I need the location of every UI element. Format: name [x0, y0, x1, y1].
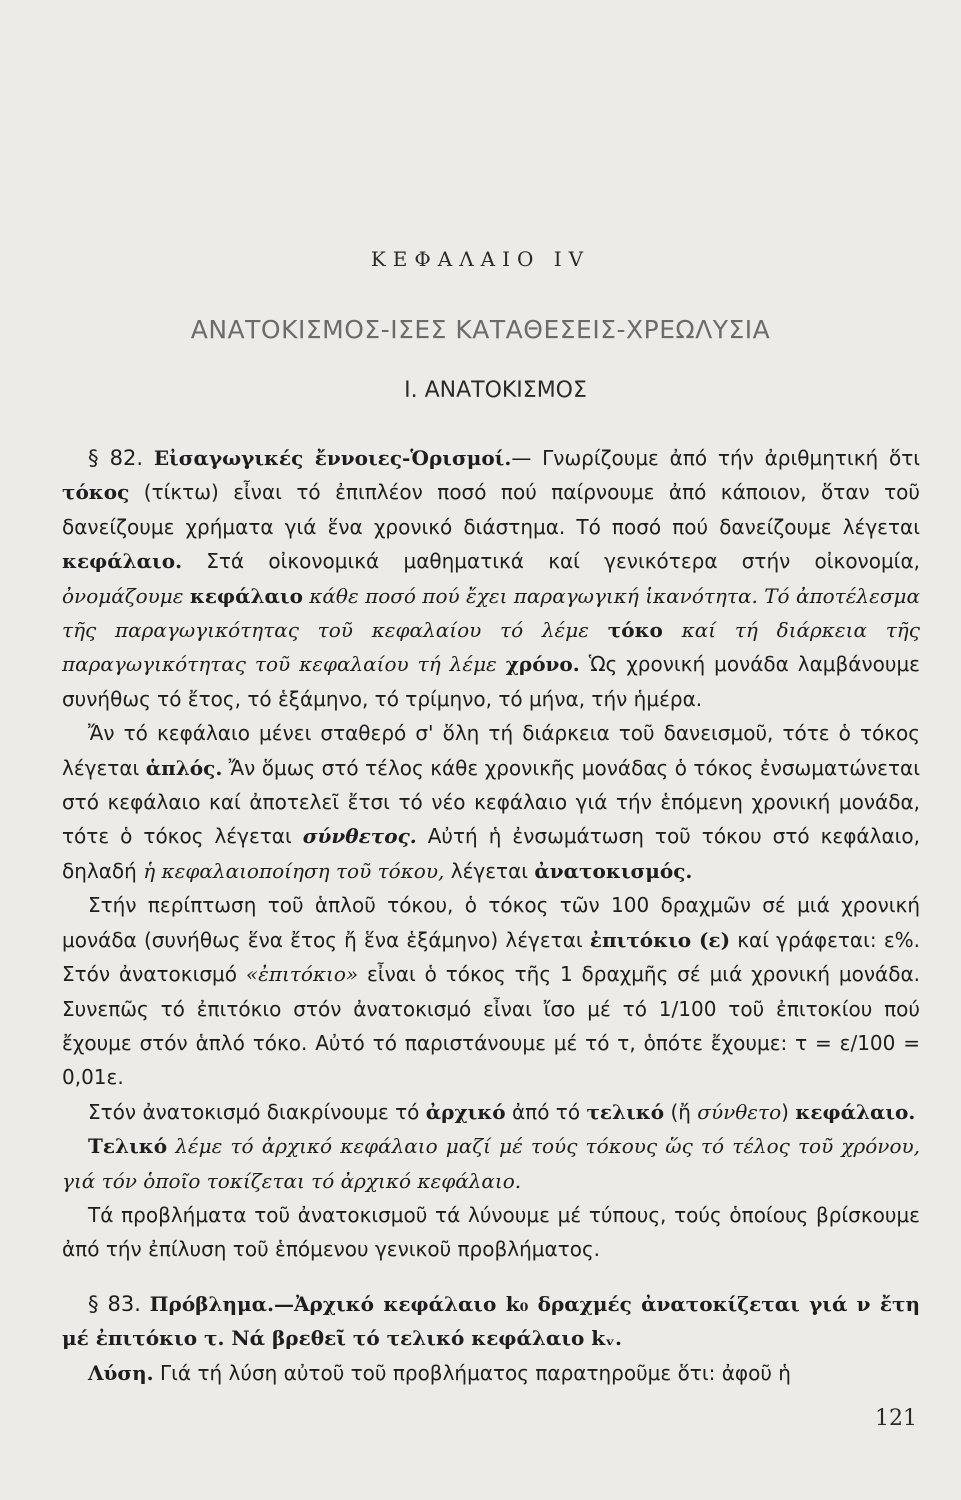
solution-label: Λύση. [88, 1360, 154, 1385]
paragraph-83-solution: Λύση. Γιά τή λύση αὐτοῦ τοῦ προβλήματος παρατηροῦμε ὅτι: ἀφοῦ ἡ [88, 1360, 791, 1385]
section-heading-83: Πρόβλημα. [149, 1291, 275, 1316]
section-number-82: § 82. [88, 446, 144, 470]
term-kefalaio-2: κεφάλαιο [189, 583, 303, 608]
term-aplos: ἁπλός. [145, 755, 223, 780]
term-teliko-2: Τελικό [88, 1134, 168, 1159]
chapter-label: ΚΕΦΑΛΑΙΟ IV [370, 247, 591, 271]
term-kefalaio: κεφάλαιο. [62, 549, 183, 574]
paragraph-final-definition: Τελικό λέμε τό ἀρχικό κεφάλαιο μαζί μέ τούς τόκους ὥς τό τέλος τοῦ χρόνου, γιά τόν ὁποῖο τοκίζεται τό ἀρχικό κεφάλαιο. [62, 1134, 920, 1193]
body-text [62, 441, 920, 1390]
term-epitokio: ἐπιτόκιο (ε) [589, 927, 731, 952]
section-title: Ι. ΑΝΑΤΟΚΙΣΜΟΣ [404, 378, 587, 403]
term-archiko: ἀρχικό [425, 1099, 506, 1124]
chapter-title: ΑΝΑΤΟΚΙΣΜΟΣ-ΙΣΕΣ ΚΑΤΑΘΕΣΕΙΣ-ΧΡΕΩΛΥΣΙΑ [190, 315, 771, 344]
term-tokos: τόκος [62, 480, 130, 505]
term-toko: τόκο [607, 618, 663, 643]
section-heading-82: Εἰσαγωγικές ἔννοιες-Ὁρισμοί. [153, 446, 512, 470]
term-anatokismos: ἀνατοκισμός. [534, 858, 693, 883]
paragraph-simple-compound: Ἄν τό κεφάλαιο μένει σταθερό σ' ὅλη τή διάρκεια τοῦ δανεισμοῦ, τότε ὁ τόκος λέγεται ἁπλός. Ἄν ὅμως στό τέλος κάθε χρονικῆς μονάδας ὁ τόκος ἐνσωματώνεται στό κεφάλαιο καί ἀποτελεῖ ἔτσι τό νέο κεφάλαιο γιά τήν ἑπόμενη χρονική μονάδα, τότε ὁ τόκος λέγεται σύνθετος. Αὐτή ἡ ἐνσωμάτωση τοῦ τόκου στό κεφάλαιο, δηλαδή ἡ κεφαλαιοποίηση τοῦ τόκου, λέγεται ἀνατοκισμός. [62, 721, 920, 883]
paragraph-epitokio: Στήν περίπτωση τοῦ ἁπλοῦ τόκου, ὁ τόκος τῶν 100 δραχμῶν σέ μιά χρονική μονάδα (συνήθως ἕνα ἔτος ἤ ἕνα ἑξάμηνο) λέγεται ἐπιτόκιο (ε) καί γράφεται: ε%. Στόν ἀνατοκισμό «ἐπιτόκιο» εἶναι ὁ τόκος τῆς 1 δραχμῆς σέ μιά χρονική μονάδα. Συνεπῶς τό ἐπιτόκιο στόν ἀνατοκισμό εἶναι ἴσο μέ τό 1/100 τοῦ ἐπιτοκίου πού ἔχουμε στόν ἁπλό τόκο. Αὐτό τό παριστάνουμε μέ τό τ, ὁπότε ἔχουμε: τ = ε/100 = 0,01ε. [62, 893, 920, 1090]
term-chrono: χρόνο. [505, 652, 580, 677]
section-number-83: § 83. [88, 1291, 141, 1316]
paragraph-problems: Τά προβλήματα τοῦ ἀνατοκισμοῦ τά λύνουμε μέ τύπους, τούς ὁποίους βρίσκουμε ἀπό τήν ἐπίλυση τοῦ ἑπόμενου γενικοῦ προβλήματος. [62, 1202, 920, 1262]
term-teliko: τελικό [586, 1099, 665, 1124]
page-number: 121 [875, 1406, 917, 1431]
term-synthetos: σύνθετος. [302, 824, 417, 849]
term-kefalaiopoiisi: ἡ κεφαλαιοποίηση τοῦ τόκου, [143, 858, 445, 883]
paragraph-83-problem: § 83. Πρόβλημα.—Ἀρχικό κεφάλαιο k₀ δραχμές ἀνατοκίζεται γιά ν ἔτη μέ ἐπιτόκιο τ. Νά βρεθεῖ τό τελικό κεφάλαιο kᵥ. [62, 1291, 921, 1351]
paragraph-initial-final: Στόν ἀνατοκισμό διακρίνουμε τό ἀρχικό ἀπό τό τελικό (ἤ σύνθετο) κεφάλαιο. [88, 1099, 916, 1124]
paragraph-82-intro: § 82. Εἰσαγωγικές ἔννοιες-Ὁρισμοί.— Γνωρίζουμε ἀπό τήν ἀριθμητική ὅτι τόκος (τίκτω) εἶναι τό ἐπιπλέον ποσό πού παίρνουμε ἀπό κάποιον, ὅταν τοῦ δανείζουμε χρήματα γιά ἕνα χρονικό διάστημα. Τό ποσό πού δανείζουμε λέγεται κεφάλαιο. Στά οἰκονομικά μαθηματικά καί γενικότερα στήν οἰκονομία, ὀνομάζουμε κεφάλαιο κάθε ποσό πού ἔχει παραγωγική ἱκανότητα. Τό ἀποτέλεσμα τῆς παραγωγικότητας τοῦ κεφαλαίου τό λέμε τόκο καί τή διάρκεια τῆς παραγωγικότητας τοῦ κεφαλαίου τή λέμε χρόνο. Ὡς χρονική μονάδα λαμβάνουμε συνήθως τό ἔτος, τό ἑξάμηνο, τό τρίμηνο, τό μήνα, τήν ἡμέρα. [62, 446, 920, 711]
